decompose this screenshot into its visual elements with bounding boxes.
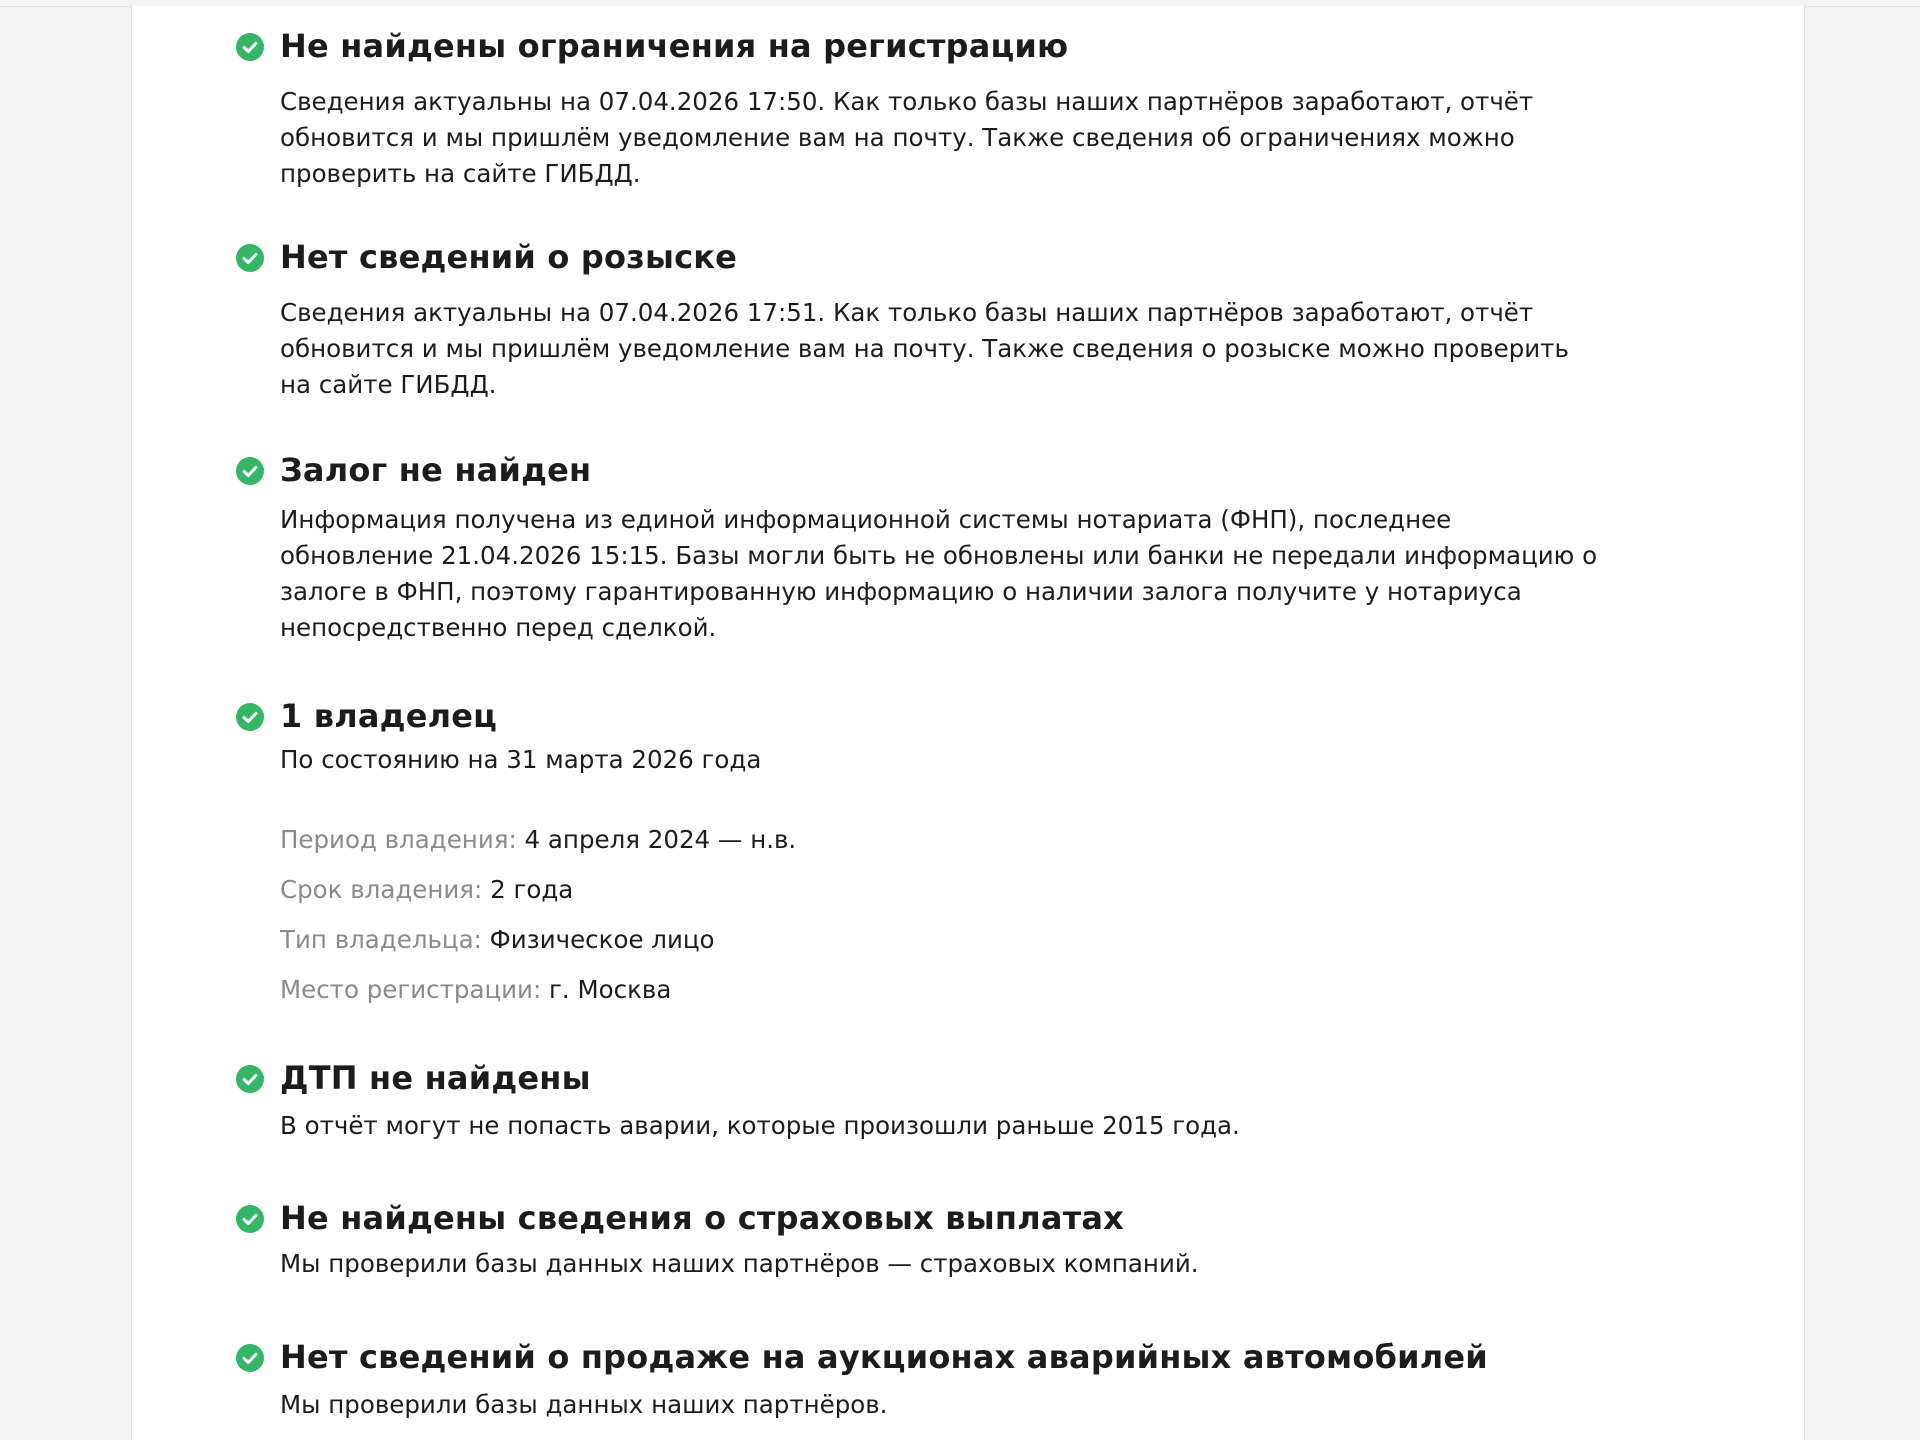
text-line: залоге в ФНП, поэтому гарантированную информацию о наличии залога получите у нотариуса xyxy=(280,577,1522,606)
check-circle-icon xyxy=(236,457,264,485)
owner-registration-place xyxy=(280,972,671,1008)
section-text xyxy=(280,295,1680,403)
text-line: на сайте ГИБДД. xyxy=(280,370,497,399)
detail-label: Место регистрации: xyxy=(280,975,542,1004)
check-circle-icon xyxy=(236,1344,264,1372)
section-auctions xyxy=(236,1335,1776,1435)
text-line: По состоянию на 31 марта 2026 года xyxy=(280,745,762,774)
check-circle-icon xyxy=(236,244,264,272)
section-text xyxy=(280,502,1680,646)
section-pledge xyxy=(236,448,1776,658)
section-text xyxy=(280,1246,1680,1282)
detail-label: Срок владения: xyxy=(280,875,483,904)
section-insurance-payments xyxy=(236,1196,1776,1296)
text-line: обновится и мы пришлём уведомление вам на почту. Также сведения об ограничениях можно xyxy=(280,123,1515,152)
text-line: обновится и мы пришлём уведомление вам на почту. Также сведения о розыске можно проверить xyxy=(280,334,1569,363)
check-circle-icon xyxy=(236,1065,264,1093)
text-line: Информация получена из единой информационной системы нотариата (ФНП), последнее xyxy=(280,505,1452,534)
section-title: ДТП не найдены xyxy=(280,1059,591,1097)
text-line: проверить на сайте ГИБДД. xyxy=(280,159,641,188)
section-text xyxy=(280,1108,1680,1144)
section-title: Не найдены ограничения на регистрацию xyxy=(280,27,1069,65)
section-title: Нет сведений о розыске xyxy=(280,238,738,276)
text-line: Сведения актуальны на 07.04.2026 17:50. Как только базы наших партнёров заработают, отчёт xyxy=(280,87,1534,116)
text-line: Сведения актуальны на 07.04.2026 17:51. Как только базы наших партнёров заработают, отчёт xyxy=(280,298,1534,327)
section-text xyxy=(280,742,1680,778)
section-accidents xyxy=(236,1056,1776,1156)
section-owners xyxy=(236,694,1776,1024)
section-title: Не найдены сведения о страховых выплатах xyxy=(280,1199,1125,1237)
report-card xyxy=(131,6,1805,1440)
check-circle-icon xyxy=(236,1205,264,1233)
section-title: Нет сведений о продаже на аукционах аварийных автомобилей xyxy=(280,1338,1488,1376)
check-circle-icon xyxy=(236,33,264,61)
section-text xyxy=(280,84,1680,192)
section-wanted xyxy=(236,235,1776,405)
detail-value: г. Москва xyxy=(549,975,672,1004)
section-text xyxy=(280,1387,1680,1423)
owner-period xyxy=(280,822,796,858)
detail-label: Период владения: xyxy=(280,825,517,854)
detail-value: 2 года xyxy=(490,875,574,904)
owner-type xyxy=(280,922,715,958)
owner-duration xyxy=(280,872,573,908)
text-line: Мы проверили базы данных наших партнёров. xyxy=(280,1390,888,1419)
section-title: 1 владелец xyxy=(280,697,498,735)
section-registration-restrictions xyxy=(236,24,1776,194)
detail-value: 4 апреля 2024 — н.в. xyxy=(524,825,797,854)
section-title: Залог не найден xyxy=(280,451,592,489)
text-line: обновление 21.04.2026 15:15. Базы могли быть не обновлены или банки не передали информацию о xyxy=(280,541,1598,570)
check-circle-icon xyxy=(236,703,264,731)
text-line: В отчёт могут не попасть аварии, которые произошли раньше 2015 года. xyxy=(280,1111,1240,1140)
text-line: Мы проверили базы данных наших партнёров — страховых компаний. xyxy=(280,1249,1199,1278)
text-line: непосредственно перед сделкой. xyxy=(280,613,717,642)
detail-label: Тип владельца: xyxy=(280,925,482,954)
detail-value: Физическое лицо xyxy=(489,925,715,954)
